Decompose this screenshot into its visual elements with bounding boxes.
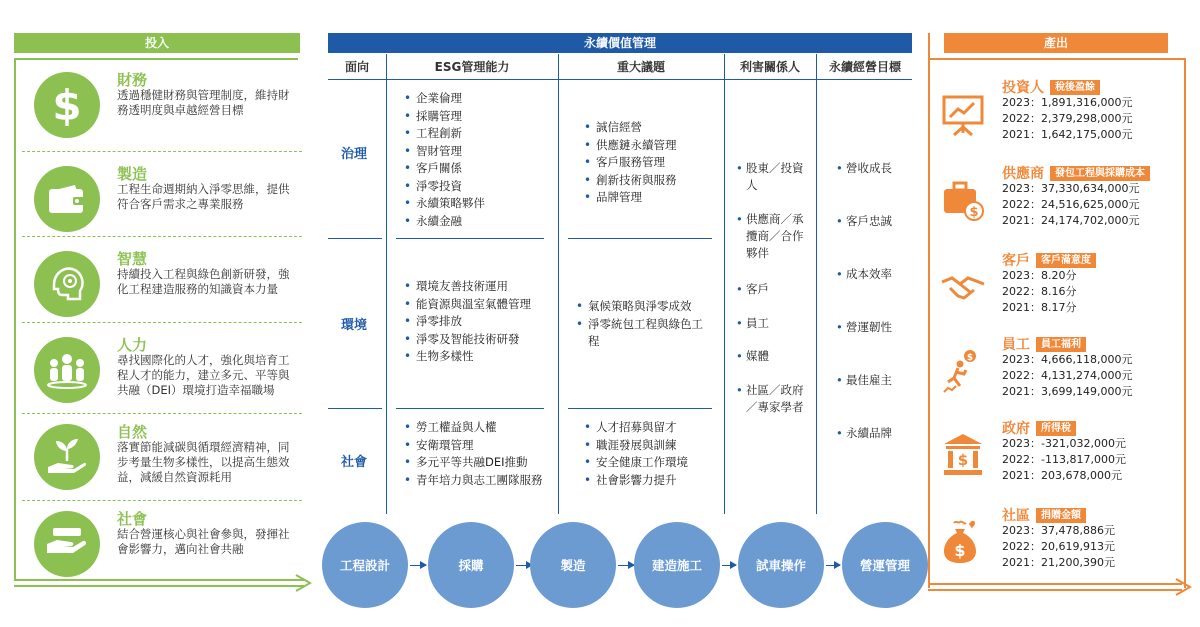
list-item: • 職涯發展與訓練 — [584, 437, 688, 455]
table-header-rule — [328, 79, 912, 80]
output-value: 2022：-113,817,000元 — [1002, 453, 1126, 466]
output-value: 2023：1,891,316,000元 — [1002, 96, 1133, 109]
dimension-social: 社會 — [340, 455, 367, 470]
list-item: • 淨零投資 — [404, 178, 485, 196]
input-item-manufacturing — [14, 160, 300, 240]
output-item-suppliers — [936, 163, 1176, 245]
list-item: • 供應鏈永續管理 — [584, 137, 677, 155]
list-item: • 人才招募與留才 — [584, 419, 688, 437]
list-item: • 勞工權益與人權 — [404, 419, 554, 437]
column-divider — [386, 54, 387, 514]
column-divider — [558, 54, 559, 514]
output-value: 2022：24,516,625,000元 — [1002, 198, 1140, 211]
plant-hand-icon — [34, 424, 100, 490]
output-value: 2022：8.16分 — [1002, 285, 1077, 298]
list-item: • 創新技術與服務 — [584, 172, 677, 190]
col-header-dimension: 面向 — [344, 60, 369, 74]
output-value: 2021：8.17分 — [1002, 301, 1077, 314]
column-divider — [724, 54, 725, 514]
output-value: 2023：4,666,118,000元 — [1002, 353, 1133, 366]
output-badge: 捐贈金額 — [1036, 508, 1086, 523]
output-flow-arrow — [920, 576, 1196, 598]
goal-item: • 成本效率 — [846, 266, 892, 283]
arrow-right-icon — [826, 565, 840, 566]
process-step: 工程設計 — [322, 522, 408, 608]
output-title: 員工 — [1002, 337, 1030, 353]
government-building-icon — [940, 432, 986, 478]
process-step: 建造施工 — [634, 522, 720, 608]
process-step: 製造 — [530, 522, 616, 608]
list-item: • 淨零統包工程與綠色工程 — [576, 316, 706, 351]
input-title: 製造 — [117, 165, 148, 183]
output-value: 2021：1,642,175,000元 — [1002, 128, 1133, 141]
environment-issues — [576, 298, 706, 351]
input-item-nature — [14, 418, 300, 498]
social-capabilities — [404, 419, 554, 489]
input-item-finance — [14, 66, 300, 146]
stakeholder-item: • 客戶 — [746, 281, 810, 298]
handshake-icon — [34, 511, 100, 577]
goal-item: • 永續品牌 — [846, 425, 892, 442]
input-header: 投入 — [14, 33, 300, 53]
list-item: • 企業倫理 — [404, 90, 485, 108]
list-item: • 永續策略夥伴 — [404, 195, 485, 213]
output-value: 2023：8.20分 — [1002, 269, 1077, 282]
row-divider — [328, 408, 382, 409]
process-step: 試車操作 — [738, 522, 824, 608]
row-divider — [568, 408, 712, 409]
list-item: • 青年培力與志工團隊服務 — [404, 472, 554, 490]
input-title: 社會 — [117, 510, 148, 528]
list-item: • 能資源與溫室氣體管理 — [404, 296, 531, 314]
output-title: 政府 — [1002, 421, 1030, 437]
output-item-community — [936, 505, 1176, 587]
output-title: 投資人 — [1002, 80, 1044, 96]
list-item: • 淨零及智能技術研發 — [404, 331, 531, 349]
output-value: 2022：4,131,274,000元 — [1002, 369, 1133, 382]
output-value: 2021：24,174,702,000元 — [1002, 214, 1140, 227]
list-item: • 客戶服務管理 — [584, 154, 677, 172]
list-item: • 安衛環管理 — [404, 437, 554, 455]
column-divider — [816, 54, 817, 514]
output-badge: 員工福利 — [1036, 337, 1086, 352]
divider — [22, 322, 302, 323]
environment-capabilities — [404, 278, 531, 366]
output-value: 2022：2,379,298,000元 — [1002, 112, 1133, 125]
list-item: • 社會影響力提升 — [584, 472, 688, 490]
output-title: 客戶 — [1002, 253, 1030, 269]
dimension-governance: 治理 — [340, 147, 367, 162]
list-item: • 智財管理 — [404, 143, 485, 161]
people-icon — [34, 337, 100, 403]
stakeholder-item: • 社區／政府／專家學者 — [746, 382, 810, 416]
col-header-stakeholders: 利害關係人 — [739, 60, 800, 74]
stakeholder-item: • 媒體 — [746, 348, 810, 365]
governance-issues — [584, 119, 677, 207]
input-desc: 結合營運核心與社會參與，發揮社會影響力，邁向社會共融 — [117, 527, 290, 556]
dimension-environment: 環境 — [340, 318, 367, 333]
input-title: 智慧 — [117, 250, 148, 268]
input-desc: 尋找國際化的人才，強化與培育工程人才的能力，建立多元、平等與共融（DEI）環境打造幸福職場 — [117, 353, 290, 397]
wallet-icon — [34, 166, 100, 232]
stakeholder-item: • 股東／投資人 — [746, 160, 810, 194]
process-step: 採購 — [428, 522, 514, 608]
input-title: 自然 — [117, 423, 148, 441]
list-item: • 氣候策略與淨零成效 — [576, 298, 706, 316]
svg-text:$: $ — [954, 541, 966, 560]
col-header-issues: 重大議題 — [616, 60, 665, 74]
output-value: 2021：203,678,000元 — [1002, 469, 1122, 482]
svg-text:$: $ — [966, 353, 974, 363]
governance-capabilities — [404, 90, 485, 230]
input-desc: 透過穩健財務與管理制度，維持財務透明度與卓越經營目標 — [117, 88, 290, 117]
output-value: 2023：-321,032,000元 — [1002, 437, 1126, 450]
list-item: • 淨零排放 — [404, 313, 531, 331]
output-item-employees — [936, 334, 1176, 416]
arrow-right-icon — [618, 565, 634, 566]
row-divider — [396, 408, 544, 409]
process-step: 營運管理 — [842, 522, 928, 608]
briefcase-money-icon — [940, 177, 986, 223]
input-desc: 工程生命週期納入淨零思維，提供符合客戶需求之專業服務 — [117, 182, 290, 211]
goal-item: • 客戶忠誠 — [846, 213, 892, 230]
output-value: 2021：3,699,149,000元 — [1002, 385, 1133, 398]
row-divider — [568, 238, 712, 239]
handshake-icon — [940, 264, 986, 310]
social-issues — [584, 419, 688, 489]
list-item: • 多元平等共融DEI推動 — [404, 454, 554, 472]
svg-text:$: $ — [969, 205, 979, 220]
list-item: • 永續金融 — [404, 213, 485, 231]
input-item-intelligence — [14, 245, 300, 325]
divider — [22, 236, 302, 237]
svg-text:$: $ — [52, 82, 82, 128]
list-item: • 誠信經營 — [584, 119, 677, 137]
output-item-customers — [936, 250, 1176, 332]
stakeholder-item: • 供應商／承攬商／合作夥伴 — [746, 211, 810, 262]
output-badge: 客戶滿意度 — [1036, 253, 1096, 268]
input-title: 財務 — [117, 71, 148, 89]
running-man-icon — [940, 348, 986, 394]
output-badge: 發包工程與採購成本 — [1050, 166, 1150, 181]
list-item: • 工程創新 — [404, 125, 485, 143]
list-item: • 環境友善技術運用 — [404, 278, 531, 296]
row-divider — [328, 238, 382, 239]
row-divider — [396, 238, 544, 239]
output-value: 2023：37,478,886元 — [1002, 524, 1115, 537]
dollar-icon — [34, 72, 100, 138]
list-item: • 安全健康工作環境 — [584, 454, 688, 472]
col-header-goals: 永續經營目標 — [828, 60, 901, 74]
list-item: • 採購管理 — [404, 108, 485, 126]
divider — [22, 151, 302, 152]
arrow-right-icon — [410, 565, 426, 566]
divider — [22, 500, 302, 501]
output-item-investors — [936, 77, 1176, 159]
output-header: 產出 — [944, 33, 1168, 53]
output-title: 社區 — [1002, 508, 1030, 524]
input-item-human — [14, 331, 300, 411]
list-item: • 客戶關係 — [404, 160, 485, 178]
output-title: 供應商 — [1002, 166, 1044, 182]
svg-text:$: $ — [957, 451, 969, 469]
input-desc: 落實節能減碳與循環經濟精神，同步考量生物多樣性，以提高生態效益，減緩自然資源耗用 — [117, 440, 290, 484]
output-badge: 稅後盈餘 — [1050, 80, 1100, 95]
input-title: 人力 — [117, 336, 148, 354]
input-flow-arrow — [14, 572, 314, 594]
money-bag-icon — [940, 519, 986, 565]
col-header-esg: ESG管理能力 — [434, 60, 510, 74]
output-item-government — [936, 418, 1176, 500]
middle-header: 永續價值管理 — [328, 33, 912, 53]
brain-icon — [34, 251, 100, 317]
input-desc: 持續投入工程與綠色創新研發，強化工程建造服務的知識資本力量 — [117, 267, 290, 296]
stakeholder-item: • 員工 — [746, 315, 810, 332]
list-item: • 品牌管理 — [584, 189, 677, 207]
output-value: 2021：21,200,390元 — [1002, 556, 1115, 569]
output-value: 2022：20,619,913元 — [1002, 540, 1115, 553]
presentation-chart-icon — [940, 91, 986, 137]
goal-item: • 營收成長 — [846, 160, 892, 177]
list-item: • 生物多樣性 — [404, 348, 531, 366]
divider — [22, 413, 302, 414]
goal-item: • 最佳雇主 — [846, 372, 892, 389]
goal-item: • 營運韌性 — [846, 319, 892, 336]
output-value: 2023：37,330,634,000元 — [1002, 182, 1140, 195]
output-badge: 所得稅 — [1036, 421, 1076, 436]
arrow-right-icon — [722, 565, 736, 566]
